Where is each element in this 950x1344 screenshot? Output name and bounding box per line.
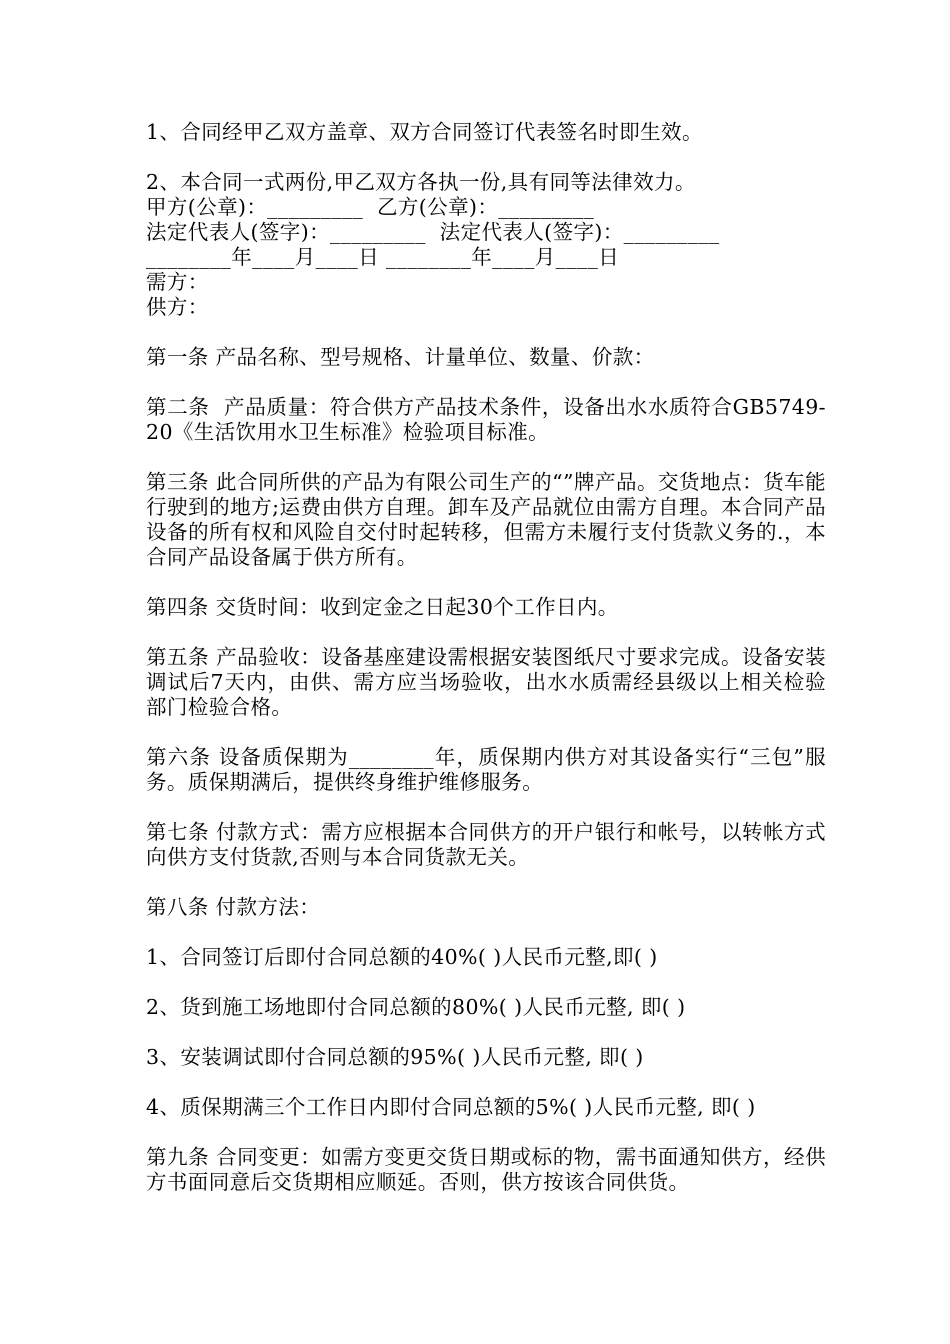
contract-body xyxy=(146,120,826,1195)
article-4: 第四条 交货时间：收到定金之日起30个工作日内。 xyxy=(146,595,619,619)
article-5: 第五条 产品验收：设备基座建设需根据安装图纸尺寸要求完成。设备安装调试后7天内，由供、需方应当场验收，出水水质需经县级以上相关检验部门检验合格。 xyxy=(146,645,826,719)
article-9: 第九条 合同变更：如需方变更交货日期或标的物，需书面通知供方，经供方书面同意后交货期相应顺延。否则，供方按该合同供货。 xyxy=(146,1145,826,1194)
buyer-label: 需方： xyxy=(146,270,209,294)
article-6: 第六条 设备质保期为________年，质保期内供方对其设备实行“三包”服务。质保期满后，提供终身维护维修服务。 xyxy=(146,745,826,794)
payment-item-1: 1、合同签订后即付合同总额的40%( )人民币元整,即( ) xyxy=(146,945,658,969)
payment-item-2: 2、货到施工场地即付合同总额的80%( )人民币元整, 即( ) xyxy=(146,995,686,1019)
payment-item-3: 3、安装调试即付合同总额的95%( )人民币元整, 即( ) xyxy=(146,1045,644,1069)
party-seal-line: 甲方(公章)：_________ 乙方(公章)：_________ xyxy=(146,195,595,219)
payment-item-4: 4、质保期满三个工作日内即付合同总额的5%( )人民币元整, 即( ) xyxy=(146,1095,756,1119)
supplier-label: 供方： xyxy=(146,295,209,319)
article-3: 第三条 此合同所供的产品为有限公司生产的“”牌产品。交货地点：货车能行驶到的地方;运费由供方自理。卸车及产品就位由需方自理。本合同产品设备的所有权和风险自交付时起转移，但需方未履行支付货款义务的.，本合同产品设备属于供方所有。 xyxy=(146,470,826,569)
date-line: ________年____月____日 ________年____月____日 xyxy=(146,245,620,269)
article-2: 第二条 产品质量：符合供方产品技术条件，设备出水水质符合GB5749-20《生活饮用水卫生标准》检验项目标准。 xyxy=(146,395,826,444)
clause-effective: 1、合同经甲乙双方盖章、双方合同签订代表签名时即生效。 xyxy=(146,120,703,144)
article-1: 第一条 产品名称、型号规格、计量单位、数量、价款： xyxy=(146,345,655,369)
article-8: 第八条 付款方法： xyxy=(146,895,321,919)
article-7: 第七条 付款方式：需方应根据本合同供方的开户银行和帐号，以转帐方式向供方支付货款,否则与本合同货款无关。 xyxy=(146,820,826,869)
clause-copies: 2、本合同一式两份,甲乙双方各执一份,具有同等法律效力。 xyxy=(146,170,696,194)
legal-rep-line: 法定代表人(签字)：_________ 法定代表人(签字)：_________ xyxy=(146,220,720,244)
